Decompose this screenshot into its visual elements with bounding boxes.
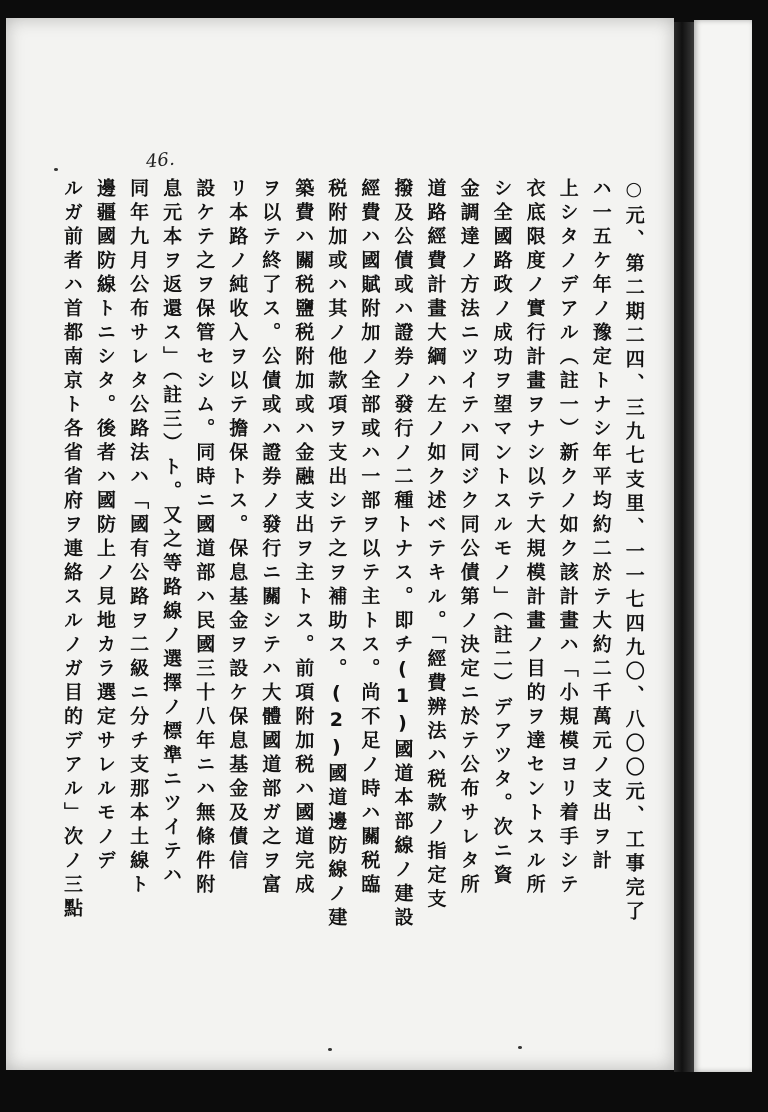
text-column: 經費ハ國賦附加ノ全部或ハ一部ヲ以テ主トス。尚不足ノ時ハ關税臨 xyxy=(358,178,381,898)
ink-speck xyxy=(54,168,58,171)
adjacent-page-edge xyxy=(694,20,752,1072)
text-column: 息元本ヲ返還ス」（註三）ト。又之等路線ノ選擇ノ標準ニツイテハ xyxy=(160,178,183,889)
text-column: 税附加或ハ其ノ他款項ヲ支出シテ之ヲ補助ス。(2)國道邊防線ノ建 xyxy=(325,178,348,931)
text-column: 金調達ノ方法ニツイテハ同ジク同公債第ノ決定ニ於テ公布サレタ所 xyxy=(457,178,480,898)
text-column: ○元、第二期二四、三九七支里、一一七四九〇、八〇〇元、工事完了 xyxy=(622,178,645,925)
text-column: 同年九月公布サレタ公路法ハ「國有公路ヲ二級ニ分チ支那本土線ト xyxy=(127,178,150,898)
page-number: 46. xyxy=(144,148,176,173)
text-column: リ本路ノ純收入ヲ以テ擔保トス。保息基金ヲ設ケ保息基金及債信 xyxy=(226,178,249,874)
text-column: シ全國路政ノ成功ヲ望マントスルモノ」（註二）デアツタ。次ニ資 xyxy=(490,178,513,889)
text-column: 設ケテ之ヲ保管セシム。同時ニ國道部ハ民國三十八年ニハ無條件附 xyxy=(193,178,216,898)
text-column: 築費ハ關税鹽税附加或ハ金融支出ヲ主トス。前項附加税ハ國道完成 xyxy=(292,178,315,898)
text-column: 撥及公債或ハ證券ノ發行ノ二種トナス。即チ(1)國道本部線ノ建設 xyxy=(391,178,414,931)
text-column: 衣底限度ノ實行計畫ヲナシ以テ大規模計畫ノ目的ヲ達セントスル所 xyxy=(523,178,546,898)
vertical-text-body xyxy=(58,178,648,1018)
ink-speck xyxy=(328,1048,332,1051)
ink-speck xyxy=(518,1046,522,1049)
text-column: ハ一五ケ年ノ豫定トナシ年平均約二於テ大約二千萬元ノ支出ヲ計 xyxy=(589,178,612,874)
text-column: 上シタノデアル（註一）新クノ如ク該計畫ハ「小規模ヨリ着手シテ xyxy=(556,178,579,898)
text-column: 道路經費計畫大綱ハ左ノ如ク述ベテキル。「經費辨法ハ税款ノ指定支 xyxy=(424,178,447,913)
text-column: ルガ前者ハ首都南京ト各省省府ヲ連絡スルノガ目的デアル」次ノ三點 xyxy=(61,178,83,922)
book-spine xyxy=(674,22,694,1072)
text-column: ヲ以テ終了ス。公債或ハ證券ノ發行ニ關シテハ大體國道部ガ之ヲ富 xyxy=(259,178,282,898)
book-page xyxy=(6,18,674,1070)
text-column: 邊疆國防線トニシタ。後者ハ國防上ノ見地カラ選定サレルモノデ xyxy=(94,178,117,874)
